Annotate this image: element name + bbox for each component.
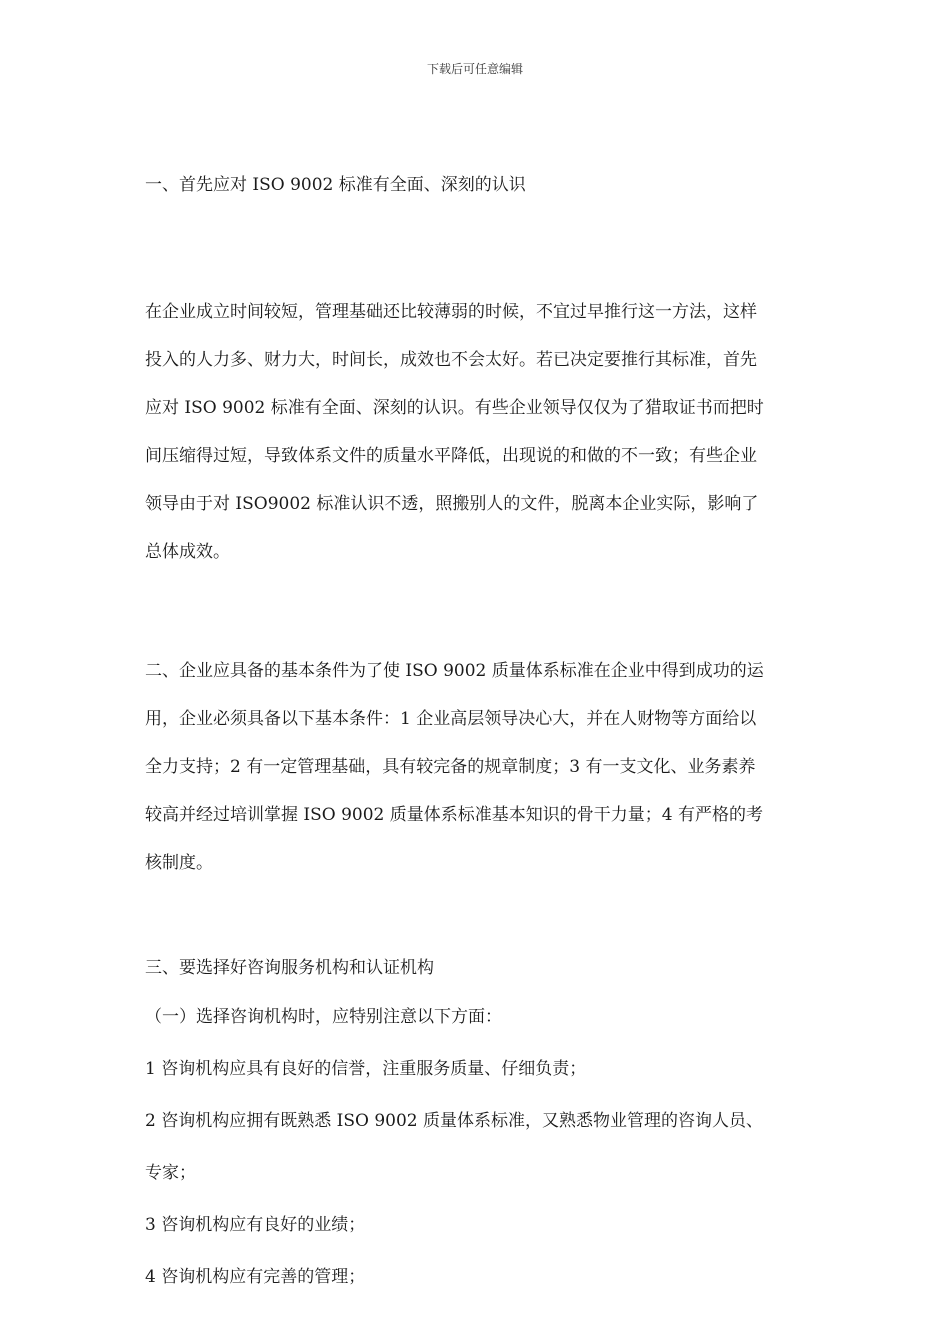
paragraph-line: 用，企业必须具备以下基本条件：1 企业高层领导决心大，并在人财物等方面给以 [145, 709, 757, 729]
list-item: （一）选择咨询机构时，应特别注意以下方面： [145, 1007, 502, 1027]
paragraph-line: 核制度。 [145, 853, 213, 873]
section-1-heading: 一、首先应对 ISO 9002 标准有全面、深刻的认识 [145, 175, 526, 195]
list-item: 1 咨询机构应具有良好的信誉，注重服务质量、仔细负责； [145, 1059, 587, 1079]
paragraph-line: 二、企业应具备的基本条件为了使 ISO 9002 质量体系标准在企业中得到成功的运 [145, 661, 764, 681]
page-header-note: 下载后可任意编辑 [426, 62, 523, 76]
section-2-paragraph [145, 647, 835, 887]
document-body [145, 170, 835, 1303]
paragraph-line: 投入的人力多、财力大，时间长，成效也不会太好。若已决定要推行其标准，首先 [145, 350, 757, 370]
list-item: 3 咨询机构应有良好的业绩； [145, 1215, 366, 1235]
list-item: 2 咨询机构应拥有既熟悉 ISO 9002 质量体系标准，又熟悉物业管理的咨询人员、 [145, 1111, 763, 1131]
list-item: 4 咨询机构应有完善的管理； [145, 1267, 366, 1287]
paragraph-line: 在企业成立时间较短，管理基础还比较薄弱的时候，不宜过早推行这一方法，这样 [145, 302, 757, 322]
paragraph-line: 总体成效。 [145, 542, 230, 562]
paragraph-line: 间压缩得过短，导致体系文件的质量水平降低，出现说的和做的不一致；有些企业 [145, 446, 757, 466]
paragraph-line: 全力支持；2 有一定管理基础，具有较完备的规章制度；3 有一支文化、业务素养 [145, 757, 756, 777]
section-1-paragraph [145, 288, 835, 576]
paragraph-line: 领导由于对 ISO9002 标准认识不透，照搬别人的文件，脱离本企业实际，影响了 [145, 494, 759, 514]
section-3-list [145, 991, 835, 1303]
section-3-heading: 三、要选择好咨询服务机构和认证机构 [145, 958, 434, 978]
list-item: 专家； [145, 1163, 196, 1183]
paragraph-line: 应对 ISO 9002 标准有全面、深刻的认识。有些企业领导仅仅为了猎取证书而把时 [145, 398, 764, 418]
paragraph-line: 较高并经过培训掌握 ISO 9002 质量体系标准基本知识的骨干力量；4 有严格的考 [145, 805, 763, 825]
